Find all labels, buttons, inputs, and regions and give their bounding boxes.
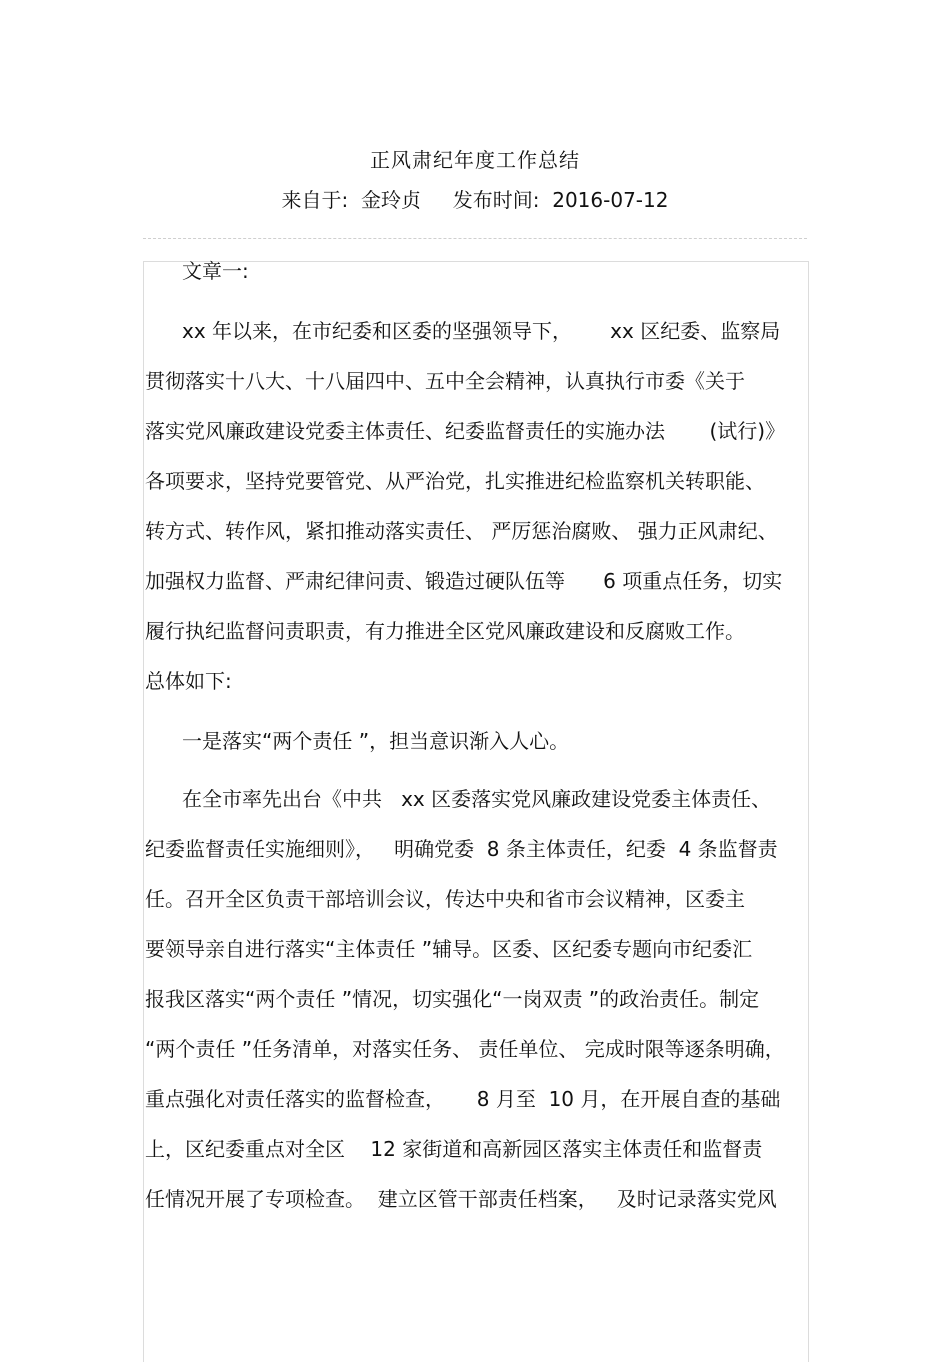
body-line: 纪委监督责任实施细则》， 明确党委 8 条主体责任，纪委 4 条监督责	[145, 837, 778, 861]
body-line: 转方式、转作风，紧扣推动落实责任、 严厉惩治腐败、 强力正风肃纪、	[145, 519, 778, 543]
subheading: 一是落实“两个责任 ”，担当意识渐入人心。	[182, 729, 570, 753]
document-title: 正风肃纪年度工作总结	[370, 148, 580, 172]
body-line: 落实党风廉政建设党委主体责任、纪委监督责任的实施办法 (试行)》	[145, 419, 786, 443]
body-line: 任情况开展了专项检查。 建立区管干部责任档案， 及时记录落实党风	[145, 1187, 777, 1211]
header-divider	[143, 238, 807, 239]
body-line: 上，区纪委重点对全区 12 家街道和高新园区落实主体责任和监督责	[145, 1137, 763, 1161]
body-line: 贯彻落实十八大、十八届四中、五中全会精神，认真执行市委《关于	[145, 369, 745, 393]
body-line: 报我区落实“两个责任 ”情况，切实强化“一岗双责 ”的政治责任。制定	[145, 987, 760, 1011]
document-meta: 来自于: 金玲贞 发布时间: 2016-07-12	[281, 188, 669, 212]
body-line: 加强权力监督、严肃纪律问责、锻造过硬队伍等 6 项重点任务，切实	[145, 569, 783, 593]
body-line: “两个责任 ”任务清单，对落实任务、 责任单位、 完成时限等逐条明确，	[145, 1037, 785, 1061]
section-heading: 文章一:	[182, 259, 249, 283]
body-line: 总体如下:	[145, 669, 232, 693]
body-line: 重点强化对责任落实的监督检查， 8 月至 10 月，在开展自查的基础	[145, 1087, 781, 1111]
body-line: xx 年以来，在市纪委和区委的坚强领导下， xx 区纪委、监察局	[182, 319, 781, 343]
body-line: 各项要求，坚持党要管党、从严治党，扎实推进纪检监察机关转职能、	[145, 469, 765, 493]
body-line: 在全市率先出台《中共 xx 区委落实党风廉政建设党委主体责任、	[182, 787, 772, 811]
body-line: 要领导亲自进行落实“主体责任 ”辅导。区委、区纪委专题向市纪委汇	[145, 937, 753, 961]
body-line: 任。召开全区负责干部培训会议，传达中央和省市会议精神，区委主	[145, 887, 745, 911]
body-line: 履行执纪监督问责职责，有力推进全区党风廉政建设和反腐败工作。	[145, 619, 745, 643]
